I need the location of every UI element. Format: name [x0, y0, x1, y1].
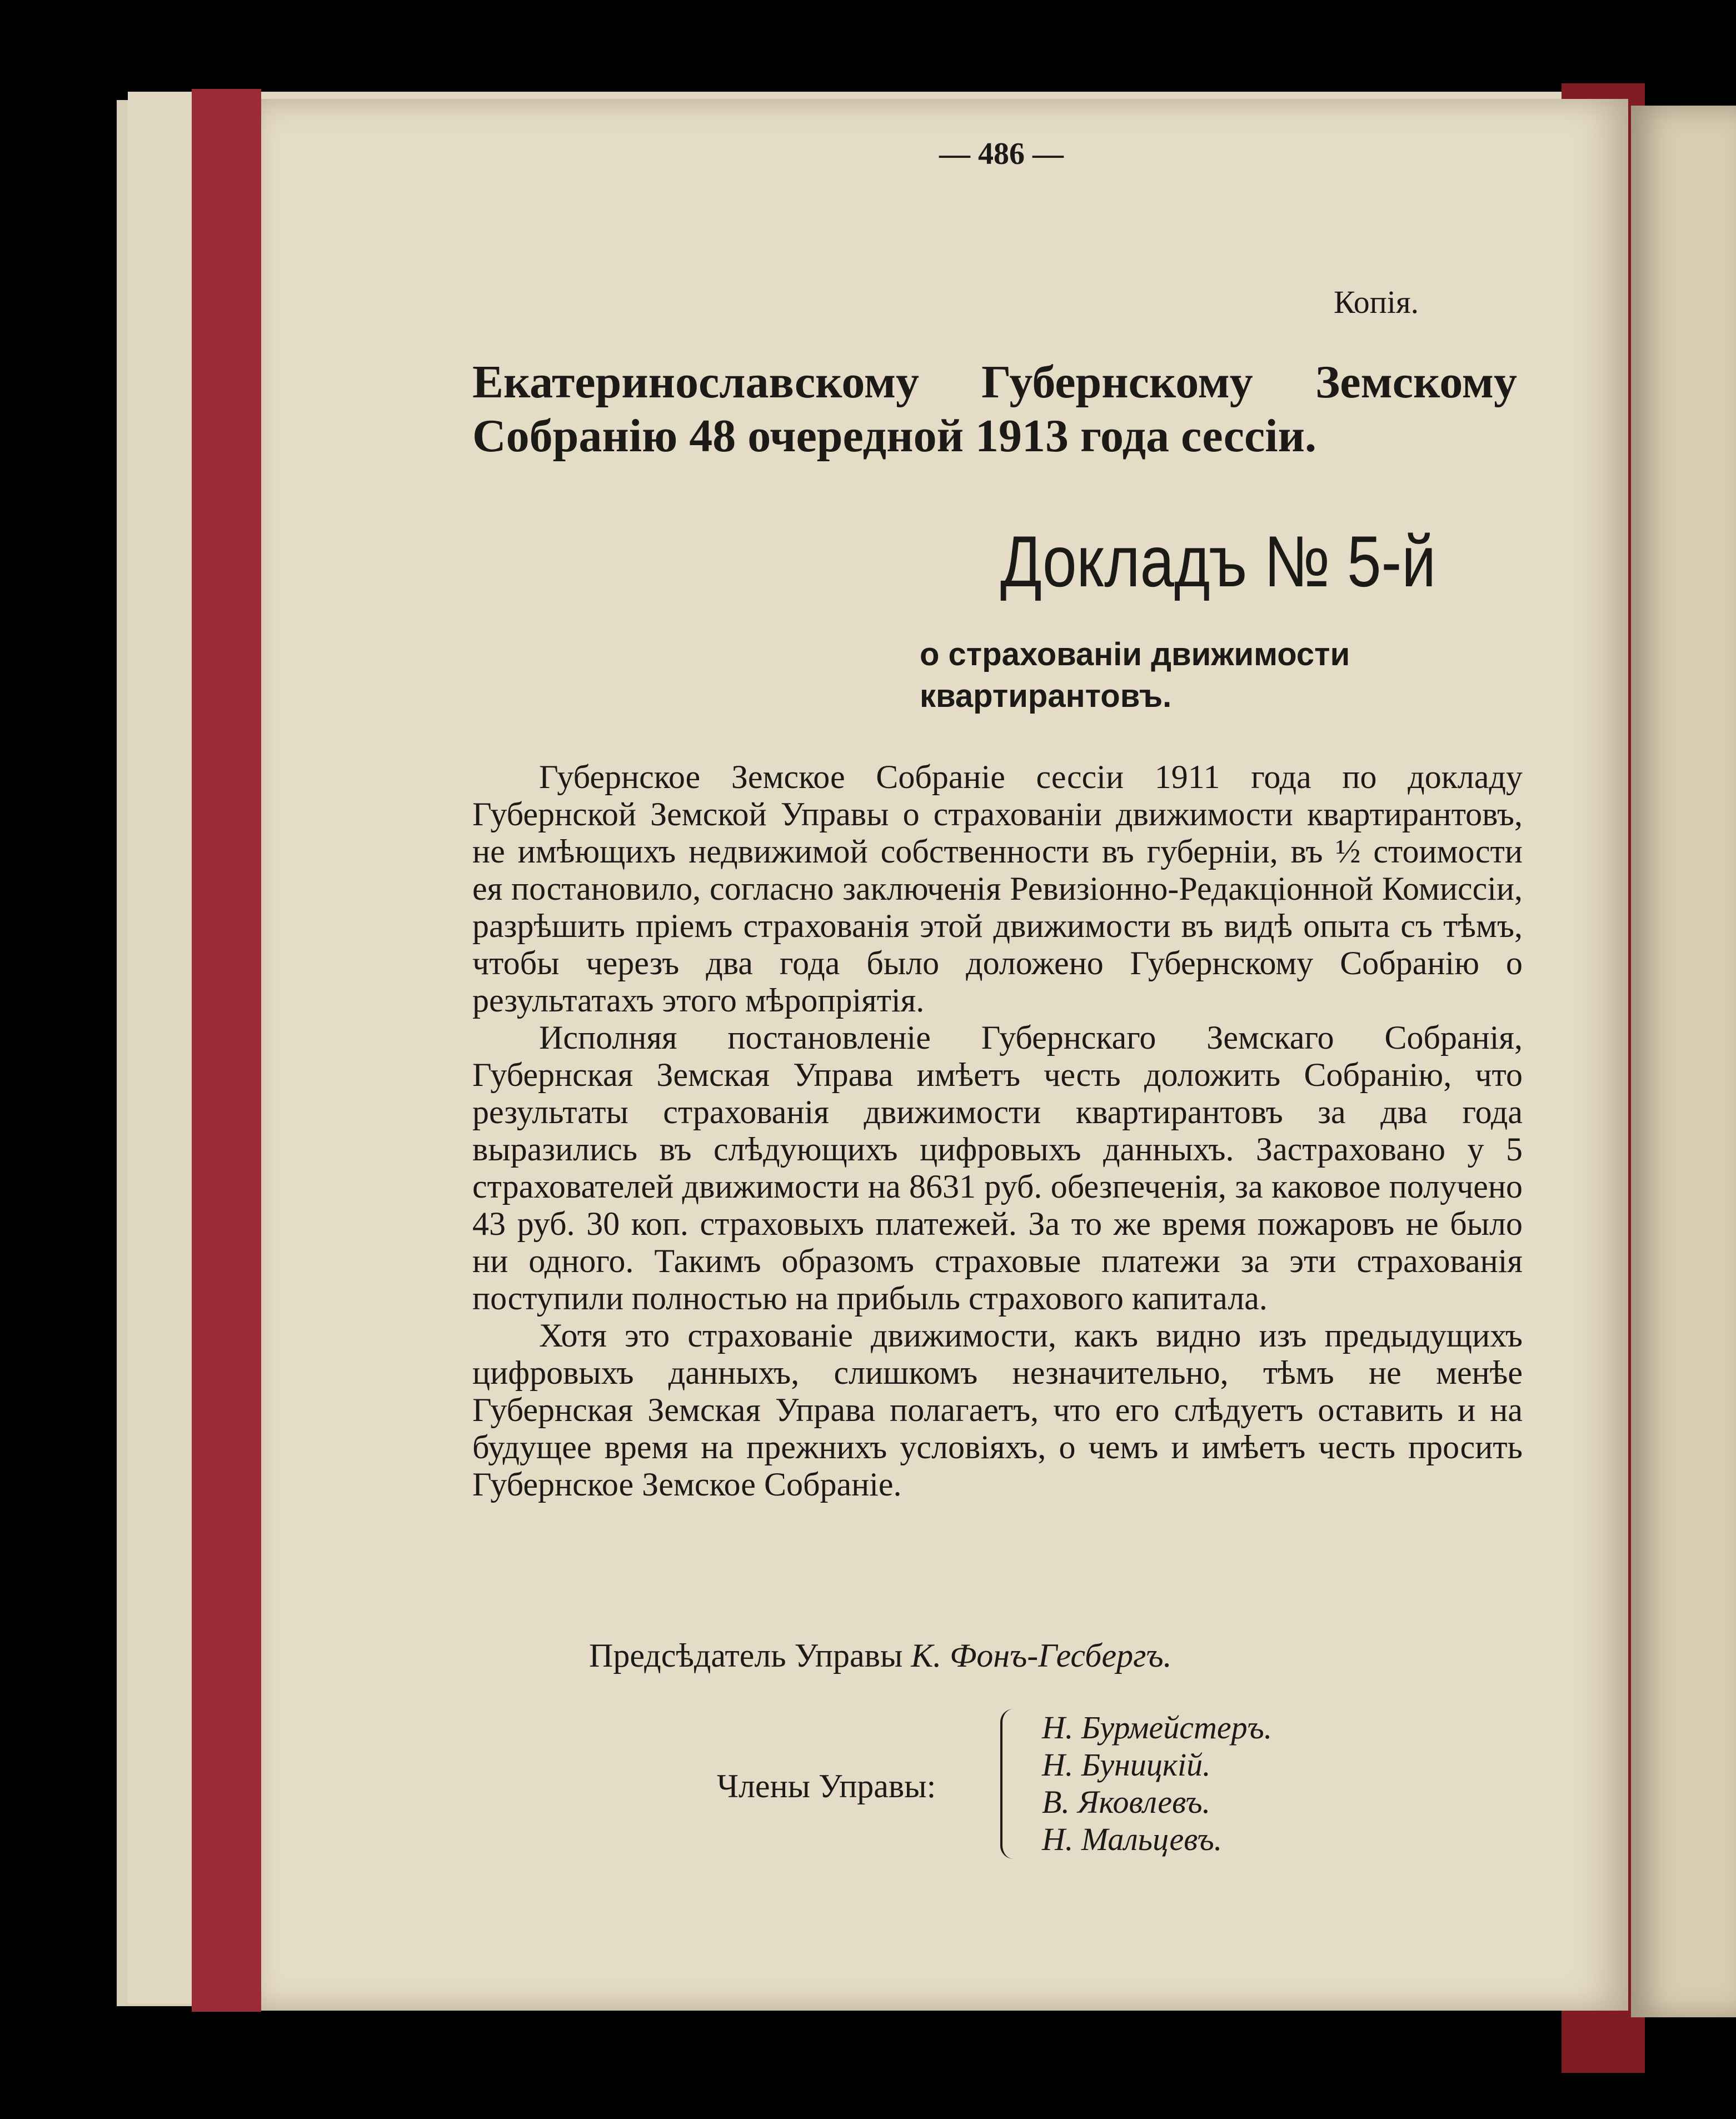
chairman-signature-line	[589, 1637, 1172, 1675]
members-brace	[1000, 1709, 1014, 1859]
member-name: Н. Мальцевъ.	[1042, 1821, 1223, 1857]
chairman-name: К. Фонъ-Гесбергъ.	[911, 1637, 1172, 1674]
report-body	[472, 759, 1523, 1503]
body-paragraph-1: Губернское Земское Собраніе сессіи 1911 года по докладу Губернской Земской Управы о страхованіи движимости квартирантовъ, не имѣющихъ недвижимой собственности въ губерніи, въ ½ стоимости ея постановило, согласно заключенія Ревизіонно-Редакціонной Комиссіи, разрѣшить пріемъ страхованія этой движимости въ видѣ опыта съ тѣмъ, чтобы черезъ два года было доложено Губернскому Собранію о результатахъ этого мѣропріятія.	[472, 759, 1523, 1019]
addressee-line-2: Собранію 48 очередной 1913 года сессіи.	[472, 410, 1317, 462]
right-page-edge	[1631, 106, 1736, 2017]
members-label: Члены Управы:	[717, 1768, 936, 1804]
report-title: Докладъ № 5-й	[1000, 521, 1436, 602]
report-subject: о страхованіи движимости квартирантовъ.	[920, 636, 1350, 715]
member-name: В. Яковлевъ.	[1042, 1784, 1211, 1820]
page-number: — 486 —	[939, 137, 1064, 171]
member-name: Н. Бурмейстеръ.	[1042, 1709, 1273, 1746]
chairman-label: Предсѣдатель Управы	[589, 1637, 903, 1674]
addressee-line-1: Екатеринославскому Губернскому Земскому	[472, 356, 1517, 408]
member-name: Н. Буницкій.	[1042, 1747, 1211, 1783]
book-cover-edge	[192, 89, 261, 2012]
body-paragraph-3: Хотя это страхованіе движимости, какъ видно изъ предыдущихъ цифровыхъ данныхъ, слишкомъ незначительно, тѣмъ не менѣе Губернская Земская Управа полагаетъ, что его слѣдуетъ оставить и на будущее время на прежнихъ условіяхъ, о чемъ и имѣетъ честь просить Губернское Земское Собраніе.	[472, 1317, 1523, 1503]
addressee-heading	[472, 356, 1517, 463]
copy-mark: Копія.	[1334, 284, 1419, 320]
body-paragraph-2: Исполняя постановленіе Губернскаго Земскаго Собранія, Губернская Земская Управа имѣетъ честь доложить Собранію, что результаты страхованія движимости квартирантовъ за два года выразились въ слѣдующихъ цифровыхъ данныхъ. Застраховано у 5 страхователей движимости на 8631 руб. обезпеченія, за каковое получено 43 руб. 30 коп. страховыхъ платежей. За то же время пожаровъ не было ни одного. Такимъ образомъ страховые платежи за эти страхованія поступили полностью на прибыль страхового капитала.	[472, 1019, 1523, 1317]
members-list	[1042, 1709, 1272, 1858]
